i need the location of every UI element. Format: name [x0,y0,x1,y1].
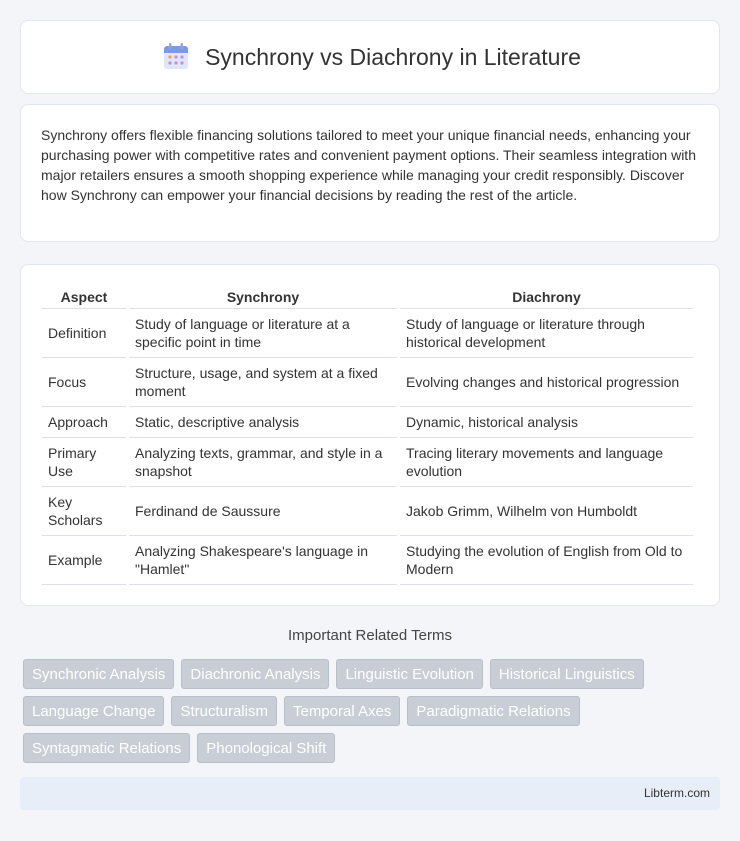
page-title: Synchrony vs Diachrony in Literature [205,43,581,70]
related-terms-title: Important Related Terms [288,627,452,644]
tag-language-change[interactable]: Language Change [23,696,164,726]
table-row [42,536,693,585]
header-card [20,20,720,94]
tag-linguistic-evolution[interactable]: Linguistic Evolution [336,659,482,689]
related-terms-list [23,659,713,763]
header-diachrony: Diachrony [400,285,693,309]
comparison-card [20,264,720,606]
row-aspect: Primary Use [42,438,126,487]
intro-card [20,104,720,242]
row-diachrony: Studying the evolution of English from Old to Modern [400,536,693,585]
row-diachrony: Dynamic, historical analysis [400,407,693,438]
table-row [42,438,693,487]
calendar-icon [159,40,193,74]
row-synchrony: Analyzing Shakespeare's language in "Hamlet" [129,536,397,585]
header [159,40,581,74]
tag-paradigmatic-relations[interactable]: Paradigmatic Relations [407,696,579,726]
header-synchrony: Synchrony [129,285,397,309]
table-row [42,358,693,407]
row-diachrony: Jakob Grimm, Wilhelm von Humboldt [400,487,693,536]
row-aspect: Key Scholars [42,487,126,536]
table-row [42,309,693,358]
comparison-table [39,285,696,585]
row-aspect: Approach [42,407,126,438]
tag-diachronic-analysis[interactable]: Diachronic Analysis [181,659,329,689]
row-aspect: Focus [42,358,126,407]
tag-structuralism[interactable]: Structuralism [171,696,277,726]
footer-site-link[interactable]: Libterm.com [643,786,710,800]
row-synchrony: Structure, usage, and system at a fixed moment [129,358,397,407]
table-row [42,487,693,536]
header-aspect: Aspect [42,285,126,309]
row-diachrony: Evolving changes and historical progression [400,358,693,407]
tag-historical-linguistics[interactable]: Historical Linguistics [490,659,644,689]
table-row [42,407,693,438]
tag-phonological-shift[interactable]: Phonological Shift [197,733,335,763]
footer [20,777,720,810]
row-synchrony: Ferdinand de Saussure [129,487,397,536]
row-aspect: Example [42,536,126,585]
row-aspect: Definition [42,309,126,358]
table-header-row [42,285,693,309]
row-diachrony: Study of language or literature through historical development [400,309,693,358]
row-synchrony: Analyzing texts, grammar, and style in a snapshot [129,438,397,487]
tag-temporal-axes[interactable]: Temporal Axes [284,696,400,726]
row-synchrony: Static, descriptive analysis [129,407,397,438]
tag-syntagmatic-relations[interactable]: Syntagmatic Relations [23,733,190,763]
intro-text: Synchrony offers flexible financing solutions tailored to meet your unique financial needs, enhancing your purchasing power with competitive rates and convenient payment options. Their seamless integration with major retailers ensures a smooth shopping experience while managing your credit responsibly. Discover how Synchrony can empower your financial decisions by reading the rest of the article. [41,127,696,203]
row-synchrony: Study of language or literature at a specific point in time [129,309,397,358]
tag-synchronic-analysis[interactable]: Synchronic Analysis [23,659,174,689]
row-diachrony: Tracing literary movements and language evolution [400,438,693,487]
